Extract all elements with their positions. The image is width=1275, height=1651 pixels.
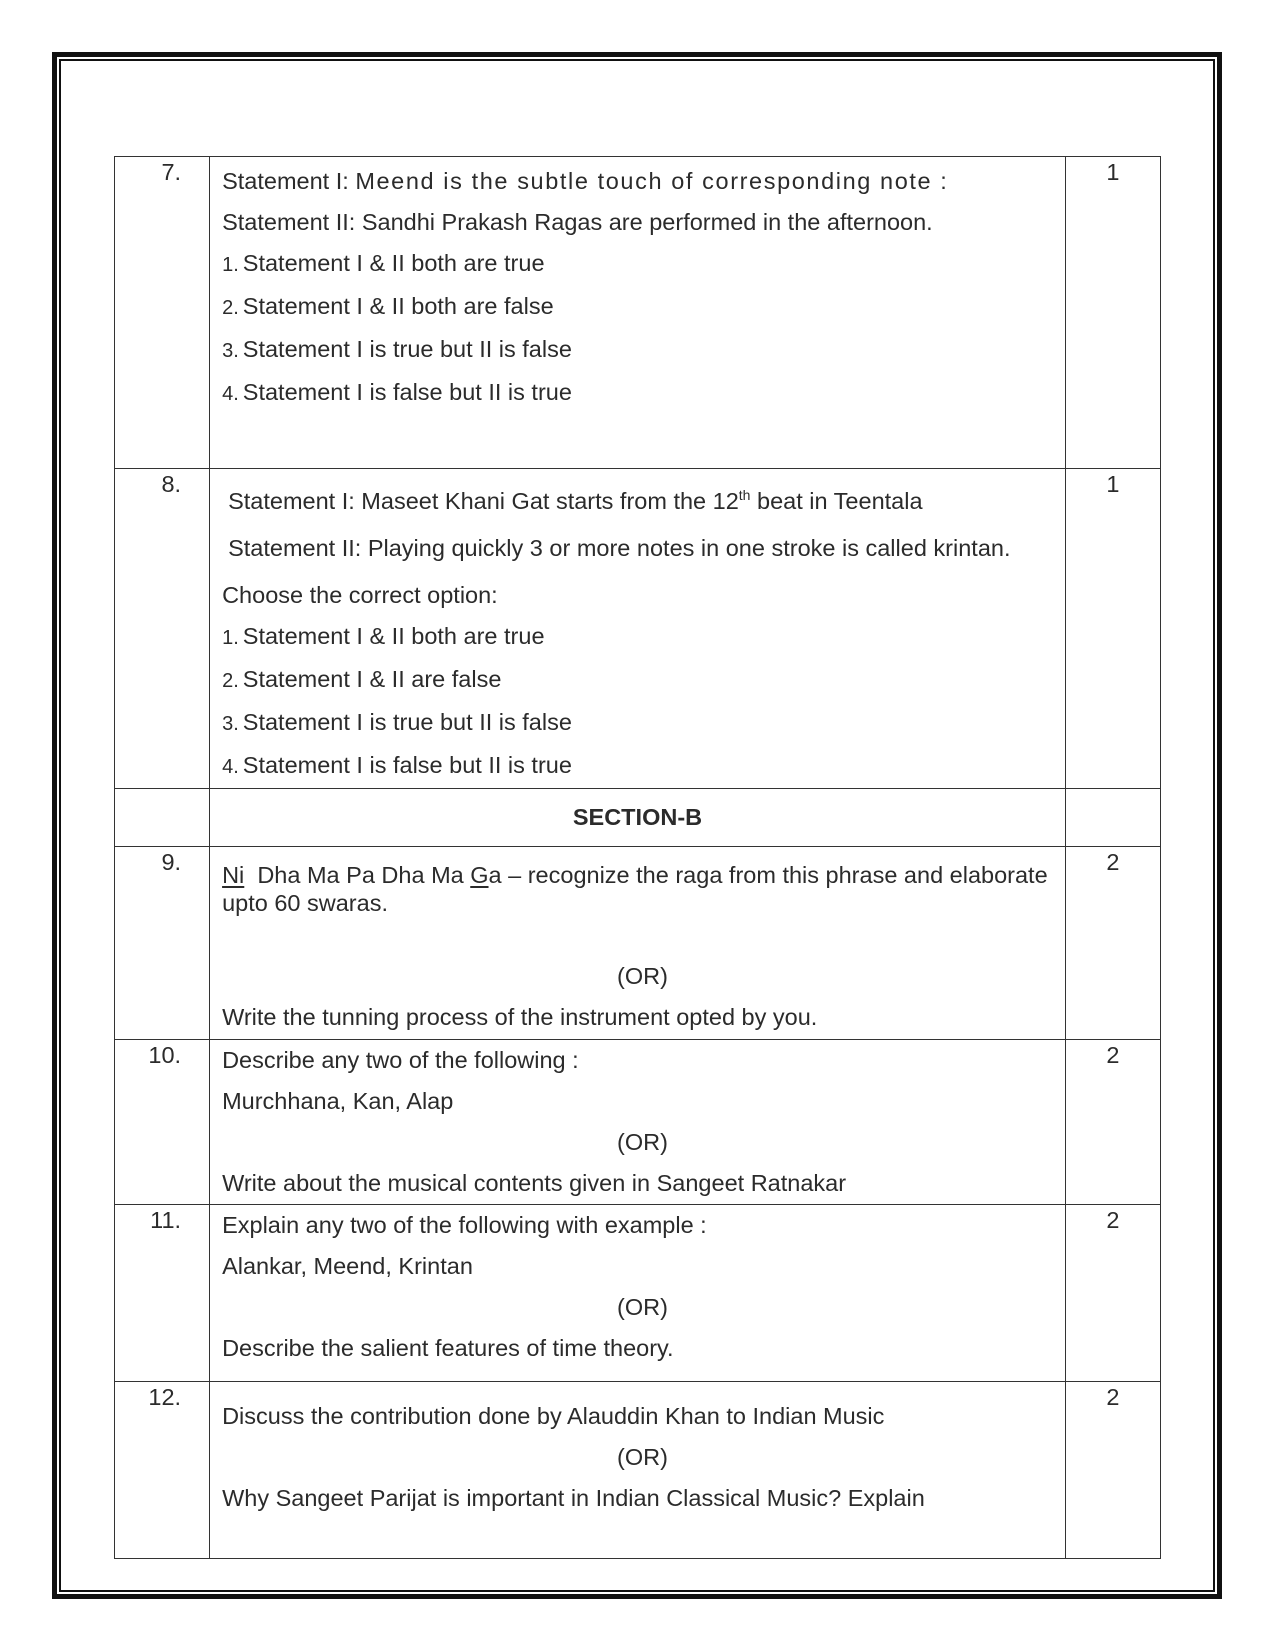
question-body [210, 1204, 1066, 1381]
option: 2. Statement I & II both are false [222, 293, 554, 319]
alternate-question: Write about the musical contents given in Sangeet Ratnakar [222, 1169, 847, 1196]
or-separator: (OR) [617, 1128, 668, 1155]
question-row-10 [115, 1039, 1161, 1204]
question-number: 10. [115, 1039, 210, 1204]
alternate-question: Write the tunning process of the instrument opted by you. [222, 1003, 818, 1030]
question-table [114, 156, 1161, 1559]
alternate-question: Describe the salient features of time theory. [222, 1334, 674, 1361]
question-row-8 [115, 469, 1161, 789]
question-body [210, 1039, 1066, 1204]
or-separator: (OR) [617, 962, 668, 989]
option: 4. Statement I is false but II is true [222, 379, 572, 405]
statement-1: Statement I: Meend is the subtle touch of corresponding note : [222, 168, 949, 194]
section-heading: SECTION-B [210, 788, 1066, 846]
empty-cell [115, 788, 210, 846]
question-number: 12. [115, 1381, 210, 1558]
statement-2: Statement II: Sandhi Prakash Ragas are performed in the afternoon. [222, 209, 933, 235]
marks: 2 [1065, 1039, 1160, 1204]
question-text: Describe any two of the following : [222, 1046, 579, 1073]
marks: 2 [1065, 1204, 1160, 1381]
instruction: Choose the correct option: [222, 581, 498, 608]
or-separator: (OR) [617, 1293, 668, 1320]
option: 1. Statement I & II both are true [222, 622, 545, 649]
marks: 2 [1065, 846, 1160, 1039]
option: 3. Statement I is true but II is false [222, 336, 572, 362]
question-row-7 [115, 157, 1161, 469]
section-row [115, 788, 1161, 846]
marks: 2 [1065, 1381, 1160, 1558]
statement-2: Statement II: Playing quickly 3 or more notes in one stroke is called krintan. [228, 534, 1011, 561]
option: 3. Statement I is true but II is false [222, 708, 572, 735]
question-body [210, 846, 1066, 1039]
option: 2. Statement I & II are false [222, 665, 502, 692]
marks: 1 [1065, 469, 1160, 789]
option: 1. Statement I & II both are true [222, 250, 545, 276]
question-terms: Alankar, Meend, Krintan [222, 1252, 473, 1279]
question-row-11 [115, 1204, 1161, 1381]
empty-cell [1065, 788, 1160, 846]
question-body [210, 469, 1066, 789]
question-text: Explain any two of the following with example : [222, 1211, 707, 1238]
question-body [210, 157, 1066, 469]
alternate-question: Why Sangeet Parijat is important in Indian Classical Music? Explain [222, 1484, 925, 1511]
question-row-9 [115, 846, 1161, 1039]
question-number: 9. [115, 846, 210, 1039]
question-text: Discuss the contribution done by Alauddin Khan to Indian Music [222, 1402, 885, 1429]
question-terms: Murchhana, Kan, Alap [222, 1087, 454, 1114]
question-number: 8. [115, 469, 210, 789]
or-separator: (OR) [617, 1443, 668, 1470]
question-row-12 [115, 1381, 1161, 1558]
option: 4. Statement I is false but II is true [222, 751, 572, 778]
raga-phrase-question: Ni Dha Ma Pa Dha Ma Ga – recognize the raga from this phrase and elaborate upto 60 swaras. [222, 861, 1048, 916]
question-body [210, 1381, 1066, 1558]
question-number: 7. [115, 157, 210, 469]
question-number: 11. [115, 1204, 210, 1381]
statement-1: Statement I: Maseet Khani Gat starts from the 12th beat in Teentala [228, 487, 923, 514]
marks: 1 [1065, 157, 1160, 469]
